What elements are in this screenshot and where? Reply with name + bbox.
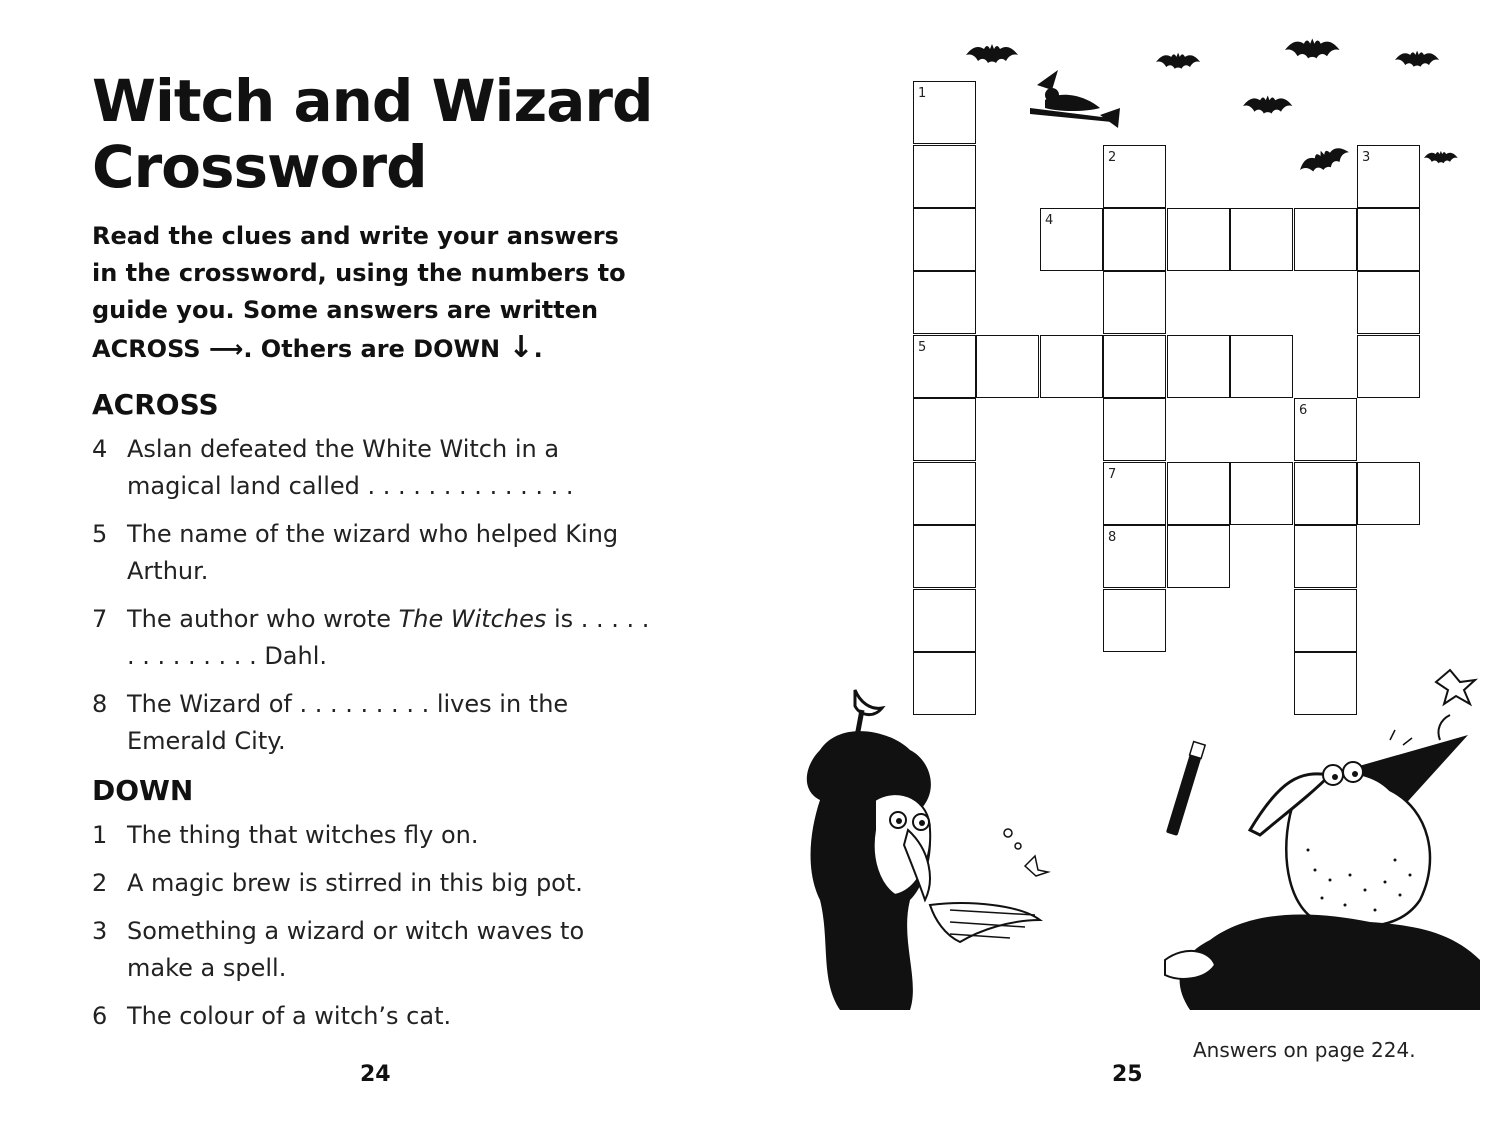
clue-number: 1 xyxy=(92,821,108,849)
crossword-cell[interactable] xyxy=(1103,398,1166,461)
bats-decoration-2 xyxy=(1290,140,1480,190)
clue-text: Something a wizard or witch waves to make a spell. xyxy=(127,917,585,982)
bat-icon xyxy=(1243,96,1292,114)
clue-number: 3 xyxy=(92,917,108,945)
crossword-cell[interactable] xyxy=(913,208,976,271)
crossword-cell[interactable] xyxy=(1103,208,1166,271)
cell-number: 5 xyxy=(918,340,927,355)
clue-text: The Wizard of . . . . . . . . . lives in the Emerald City. xyxy=(127,690,569,755)
title-line-1: Witch and Wizard xyxy=(92,67,653,135)
crossword-cell[interactable] xyxy=(913,589,976,652)
answers-note: Answers on page 224. xyxy=(1193,1038,1416,1062)
cell-number: 2 xyxy=(1108,150,1117,165)
cell-number: 1 xyxy=(918,86,927,101)
star-icon xyxy=(1025,856,1048,876)
cell-number: 6 xyxy=(1299,403,1308,418)
clue-number: 5 xyxy=(92,520,108,548)
across-heading: ACROSS xyxy=(92,388,219,421)
intro-text-2: . Others are DOWN xyxy=(243,335,501,363)
crossword-cell[interactable] xyxy=(1357,335,1420,398)
bat-icon xyxy=(1296,142,1351,178)
bat-icon xyxy=(1395,51,1439,67)
intro-text-1: Read the clues and write your answers in the crossword, using the numbers to guide you. Some answers are written ACROSS xyxy=(92,222,626,363)
crossword-cell[interactable] xyxy=(1294,398,1357,461)
crossword-cell[interactable] xyxy=(1294,525,1357,588)
clue-text: Aslan defeated the White Witch in a magical land called . . . . . . . . . . . . . . xyxy=(127,435,574,500)
crossword-cell[interactable] xyxy=(1040,335,1103,398)
crossword-cell[interactable] xyxy=(1294,208,1357,271)
crossword-cell[interactable] xyxy=(1040,208,1103,271)
crossword-cell[interactable] xyxy=(976,335,1039,398)
crossword-cell[interactable] xyxy=(1230,462,1293,525)
clue-number: 4 xyxy=(92,435,108,463)
bats-decoration xyxy=(0,0,1500,140)
clue-number: 7 xyxy=(92,605,108,633)
clue-text: The name of the wizard who helped King Arthur. xyxy=(127,520,619,585)
across-arrow-icon: ⟶ xyxy=(208,335,244,363)
crossword-cell[interactable] xyxy=(1167,335,1230,398)
crossword-cell[interactable] xyxy=(1167,525,1230,588)
title-line-2: Crossword xyxy=(92,133,427,201)
crossword-cell[interactable] xyxy=(1294,589,1357,652)
crossword-cell[interactable] xyxy=(1230,335,1293,398)
witch-illustration xyxy=(800,680,1060,1020)
crossword-cell[interactable] xyxy=(1167,462,1230,525)
crossword-cell[interactable] xyxy=(913,271,976,334)
crossword-cell[interactable] xyxy=(1357,462,1420,525)
crossword-cell[interactable] xyxy=(1103,589,1166,652)
page-number-right: 25 xyxy=(1112,1062,1143,1087)
crossword-cell[interactable] xyxy=(913,525,976,588)
bat-icon xyxy=(1156,53,1200,69)
clue-text: The colour of a witch’s cat. xyxy=(127,1002,452,1030)
witch-on-broom-icon xyxy=(1030,70,1120,128)
crossword-cell[interactable] xyxy=(1103,271,1166,334)
crossword-cell[interactable] xyxy=(1103,462,1166,525)
crossword-cell[interactable] xyxy=(913,462,976,525)
crossword-cell[interactable] xyxy=(1103,145,1166,208)
bat-icon xyxy=(1285,38,1340,58)
crossword-cell[interactable] xyxy=(1357,271,1420,334)
clue-text: A magic brew is stirred in this big pot. xyxy=(127,869,583,897)
bat-icon xyxy=(1424,151,1458,163)
magic-wand-icon xyxy=(1166,742,1205,836)
crossword-cell[interactable] xyxy=(1167,208,1230,271)
crossword-cell[interactable] xyxy=(913,335,976,398)
down-heading: DOWN xyxy=(92,774,194,807)
crossword-cell[interactable] xyxy=(1357,208,1420,271)
crossword-cell[interactable] xyxy=(1294,462,1357,525)
crossword-cell[interactable] xyxy=(913,145,976,208)
cell-number: 3 xyxy=(1362,150,1371,165)
book-title: The Witches xyxy=(398,605,547,633)
down-arrow-icon: ↓ xyxy=(508,330,534,365)
crossword-cell[interactable] xyxy=(1103,335,1166,398)
crossword-cell[interactable] xyxy=(1103,525,1166,588)
clue-text: The author who wrote The Witches is . . . . . . . . . . . . . . Dahl. xyxy=(127,605,650,670)
clue-number: 6 xyxy=(92,1002,108,1030)
cell-number: 4 xyxy=(1045,213,1054,228)
clue-number: 2 xyxy=(92,869,108,897)
wizard-illustration xyxy=(1150,660,1480,1010)
star-icon xyxy=(1436,670,1475,704)
bat-icon xyxy=(966,44,1018,63)
crossword-cell[interactable] xyxy=(1230,208,1293,271)
cell-number: 8 xyxy=(1108,530,1117,545)
cell-number: 7 xyxy=(1108,467,1117,482)
page-number-left: 24 xyxy=(360,1062,391,1087)
crossword-cell[interactable] xyxy=(913,398,976,461)
clue-number: 8 xyxy=(92,690,108,718)
intro-text-3: . xyxy=(533,335,543,363)
clue-text: The thing that witches fly on. xyxy=(127,821,479,849)
